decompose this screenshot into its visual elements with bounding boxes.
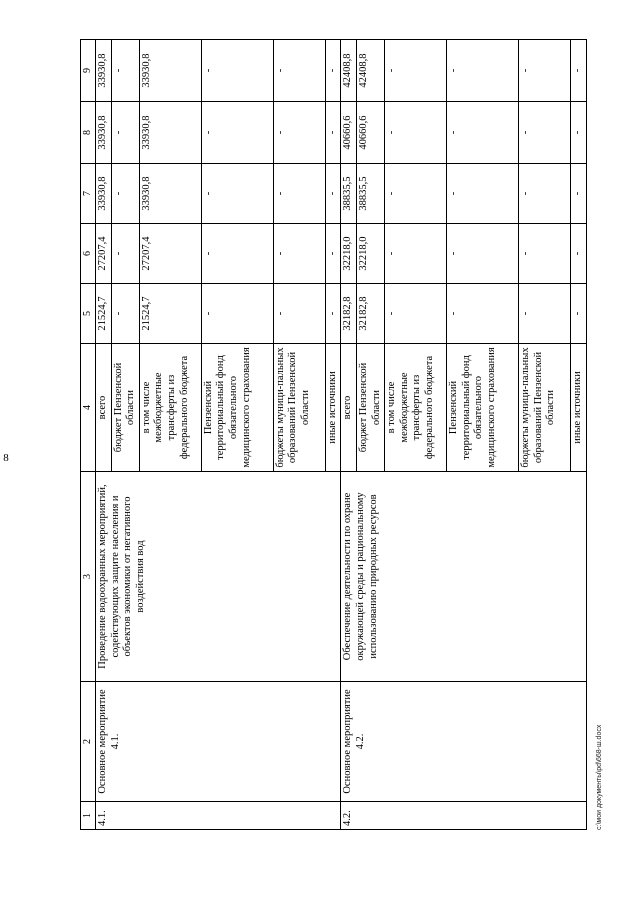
value-cell: 33930,8 <box>139 40 201 102</box>
value-cell: 27207,4 <box>96 224 112 284</box>
header-cell: 8 <box>81 102 96 164</box>
value-cell: - <box>201 40 273 102</box>
value-cell: - <box>447 102 519 164</box>
table-row <box>96 40 112 830</box>
value-cell: - <box>571 284 587 344</box>
rotated-table-page <box>80 40 595 830</box>
header-cell: 1 <box>81 802 96 830</box>
value-cell: 32218,0 <box>341 224 357 284</box>
value-cell: - <box>571 40 587 102</box>
funding-source: бюджет Пензенской области <box>111 344 139 472</box>
value-cell: - <box>571 102 587 164</box>
value-cell: - <box>325 102 341 164</box>
value-cell: 33930,8 <box>96 102 112 164</box>
funding-source: бюджет Пензенской области <box>356 344 384 472</box>
value-cell: - <box>571 164 587 224</box>
section-name: Основное мероприятие 4.1. <box>96 682 341 802</box>
value-cell: 32182,8 <box>356 284 384 344</box>
value-cell: - <box>385 40 447 102</box>
value-cell: 32182,8 <box>341 284 357 344</box>
footer-file-path: c:\мои документы\pd\668-ш.docx <box>596 724 603 830</box>
value-cell: - <box>519 102 571 164</box>
section-index: 4.2. <box>341 802 586 830</box>
value-cell: - <box>571 224 587 284</box>
value-cell: - <box>447 40 519 102</box>
value-cell: 42408,8 <box>341 40 357 102</box>
header-cell: 6 <box>81 224 96 284</box>
header-cell: 4 <box>81 344 96 472</box>
value-cell: 33930,8 <box>96 164 112 224</box>
value-cell: - <box>519 284 571 344</box>
value-cell: - <box>325 284 341 344</box>
funding-source: бюджеты муници-пальных образований Пензенской области <box>273 344 325 472</box>
page-number: 8 <box>3 452 9 464</box>
funding-source: в том числе межбюджетные трансферты из федерального бюджета <box>385 344 447 472</box>
value-cell: - <box>385 164 447 224</box>
value-cell: 40660,6 <box>341 102 357 164</box>
value-cell: - <box>273 164 325 224</box>
value-cell: - <box>273 284 325 344</box>
value-cell: 27207,4 <box>139 224 201 284</box>
value-cell: 38835,5 <box>341 164 357 224</box>
value-cell: 40660,6 <box>356 102 384 164</box>
value-cell: - <box>111 40 139 102</box>
funding-source: всего <box>341 344 357 472</box>
header-cell: 5 <box>81 284 96 344</box>
funding-source: бюджеты муници-пальных образований Пензенской области <box>519 344 571 472</box>
table-row <box>341 40 357 830</box>
header-cell: 3 <box>81 472 96 682</box>
funding-source: иные источники <box>325 344 341 472</box>
section-index: 4.1. <box>96 802 341 830</box>
value-cell: - <box>519 40 571 102</box>
header-row <box>81 40 96 830</box>
funding-source: Пензенский территориальный фонд обязательного медицинского страхования <box>201 344 273 472</box>
value-cell: - <box>273 102 325 164</box>
funding-source: всего <box>96 344 112 472</box>
value-cell: - <box>201 102 273 164</box>
value-cell: - <box>273 224 325 284</box>
header-cell: 7 <box>81 164 96 224</box>
value-cell: - <box>201 224 273 284</box>
funding-source: в том числе межбюджетные трансферты из федерального бюджета <box>139 344 201 472</box>
value-cell: - <box>111 102 139 164</box>
value-cell: - <box>385 224 447 284</box>
value-cell: - <box>111 224 139 284</box>
value-cell: - <box>201 164 273 224</box>
value-cell: - <box>111 284 139 344</box>
value-cell: 33930,8 <box>139 102 201 164</box>
header-cell: 2 <box>81 682 96 802</box>
section-description: Проведение водоохранных мероприятий, содействующих защите населения и объектов экономики от негативного воздействия вод <box>96 472 341 682</box>
section-name: Основное мероприятие 4.2. <box>341 682 586 802</box>
value-cell: - <box>201 284 273 344</box>
value-cell: 32218,0 <box>356 224 384 284</box>
value-cell: - <box>519 164 571 224</box>
header-cell: 9 <box>81 40 96 102</box>
value-cell: - <box>519 224 571 284</box>
value-cell: 42408,8 <box>356 40 384 102</box>
value-cell: - <box>325 40 341 102</box>
section-description: Обеспечение деятельности по охране окружающей среды и рациональному использованию природных ресурсов <box>341 472 586 682</box>
value-cell: 33930,8 <box>139 164 201 224</box>
value-cell: - <box>325 164 341 224</box>
value-cell: - <box>111 164 139 224</box>
value-cell: 21524,7 <box>139 284 201 344</box>
value-cell: - <box>447 164 519 224</box>
funding-source: Пензенский территориальный фонд обязательного медицинского страхования <box>447 344 519 472</box>
value-cell: - <box>385 102 447 164</box>
value-cell: - <box>325 224 341 284</box>
value-cell: 38835,5 <box>356 164 384 224</box>
funding-source: иные источники <box>571 344 587 472</box>
value-cell: 33930,8 <box>96 40 112 102</box>
value-cell: - <box>273 40 325 102</box>
value-cell: 21524,7 <box>96 284 112 344</box>
financing-table <box>80 39 587 830</box>
value-cell: - <box>385 284 447 344</box>
value-cell: - <box>447 224 519 284</box>
value-cell: - <box>447 284 519 344</box>
